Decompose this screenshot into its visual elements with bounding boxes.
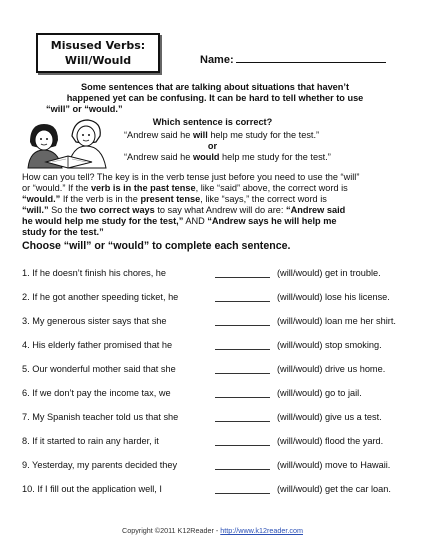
item-choice: (will/would) get in trouble. (277, 268, 381, 278)
question-heading: Which sentence is correct? (152, 117, 273, 127)
or-label: or (207, 141, 218, 151)
exercise-item-7 (22, 412, 407, 424)
item-sentence: 5. Our wonderful mother said that she (22, 364, 176, 374)
answer-blank[interactable] (215, 325, 270, 326)
explain-bold: verb is in the past tense (90, 183, 196, 193)
explain-bold: study for the test.” (22, 227, 104, 237)
example-2-bold: would (192, 152, 220, 162)
item-sentence: 8. If it started to rain any harder, it (22, 436, 159, 446)
item-sentence: 6. If we don’t pay the income tax, we (22, 388, 171, 398)
exercise-item-10 (22, 484, 407, 496)
intro-line-1: Some sentences that are talking about situations that haven’t (80, 82, 350, 92)
answer-blank[interactable] (215, 421, 270, 422)
answer-blank[interactable] (215, 469, 270, 470)
explain-text: , like “says,” the correct word is (200, 194, 327, 204)
item-choice: (will/would) get the car loan. (277, 484, 391, 494)
item-sentence: 2. If he got another speeding ticket, he (22, 292, 179, 302)
explain-bold: “would.” (22, 194, 61, 204)
item-choice: (will/would) lose his license. (277, 292, 390, 302)
title-box (36, 33, 160, 73)
explain-text: AND (183, 216, 208, 226)
explain-text: , like “said” above, the correct word is (195, 183, 348, 193)
explain-bold: “Andrew says he will help me (207, 216, 337, 226)
item-choice: (will/would) drive us home. (277, 364, 386, 374)
exercise-item-8 (22, 436, 407, 448)
item-sentence: 9. Yesterday, my parents decided they (22, 460, 178, 470)
example-2-pre: “Andrew said he (124, 152, 193, 162)
exercise-item-3 (22, 316, 407, 328)
explain-text: If the verb is in the (60, 194, 141, 204)
answer-blank[interactable] (215, 397, 270, 398)
title-line-2: Will/Would (64, 54, 132, 67)
item-choice: (will/would) move to Hawaii. (277, 460, 391, 470)
name-blank-line[interactable] (236, 53, 386, 63)
answer-blank[interactable] (215, 349, 270, 350)
answer-blank[interactable] (215, 493, 270, 494)
item-choice: (will/would) flood the yard. (277, 436, 384, 446)
explanation-paragraph (22, 172, 407, 238)
explain-line-3 (22, 194, 407, 205)
explain-text: So the (48, 205, 81, 215)
example-1-bold: will (192, 130, 208, 140)
instruction-heading: Choose “will” or “would” to complete each sentence. (22, 240, 291, 252)
name-label: Name: (200, 54, 234, 66)
item-choice: (will/would) stop smoking. (277, 340, 382, 350)
explain-line-4 (22, 205, 407, 216)
intro-line-2: happened yet can be confusing. It can be hard to tell whether to use (66, 93, 364, 103)
footer (0, 526, 425, 535)
exercise-item-5 (22, 364, 407, 376)
example-sentence-2 (124, 152, 331, 162)
footer-copyright: Copyright ©2011 K12Reader - (122, 526, 221, 535)
title-line-1: Misused Verbs: (50, 39, 146, 52)
explain-bold: “will.” (22, 205, 49, 215)
item-choice: (will/would) go to jail. (277, 388, 362, 398)
example-sentence-1 (124, 130, 319, 140)
exercise-item-2 (22, 292, 407, 304)
item-sentence: 7. My Spanish teacher told us that she (22, 412, 179, 422)
exercise-item-9 (22, 460, 407, 472)
explain-bold: he would help me study for the test,” (22, 216, 184, 226)
intro-paragraph (40, 82, 390, 115)
item-sentence: 3. My generous sister says that she (22, 316, 167, 326)
explain-line-2 (22, 183, 407, 194)
explain-text: or “would.” If the (22, 183, 91, 193)
explain-line-1: How can you tell? The key is in the verb tense just before you need to use the “will” (22, 172, 360, 182)
name-field (200, 53, 386, 66)
answer-blank[interactable] (215, 445, 270, 446)
explain-bold: present tense (140, 194, 201, 204)
item-sentence: 10. If I fill out the application well, I (22, 484, 162, 494)
item-sentence: 1. If he doesn’t finish his chores, he (22, 268, 167, 278)
item-choice: (will/would) loan me her shirt. (277, 316, 396, 326)
exercise-item-6 (22, 388, 407, 400)
explain-line-6 (22, 227, 407, 238)
exercise-item-4 (22, 340, 407, 352)
explain-bold: two correct ways (80, 205, 155, 215)
exercise-item-1 (22, 268, 407, 280)
explain-bold: “Andrew said (286, 205, 346, 215)
explain-text: to say what Andrew will do are: (154, 205, 287, 215)
footer-link[interactable]: http://www.k12reader.com (220, 526, 303, 535)
intro-line-3: “will” or “would.” (46, 104, 123, 114)
item-choice: (will/would) give us a test. (277, 412, 382, 422)
answer-blank[interactable] (215, 301, 270, 302)
example-2-post: help me study for the test.” (219, 152, 331, 162)
example-1-pre: “Andrew said he (124, 130, 193, 140)
item-sentence: 4. His elderly father promised that he (22, 340, 173, 350)
explain-line-5 (22, 216, 407, 227)
answer-blank[interactable] (215, 373, 270, 374)
answer-blank[interactable] (215, 277, 270, 278)
example-1-post: help me study for the test.” (207, 130, 320, 140)
